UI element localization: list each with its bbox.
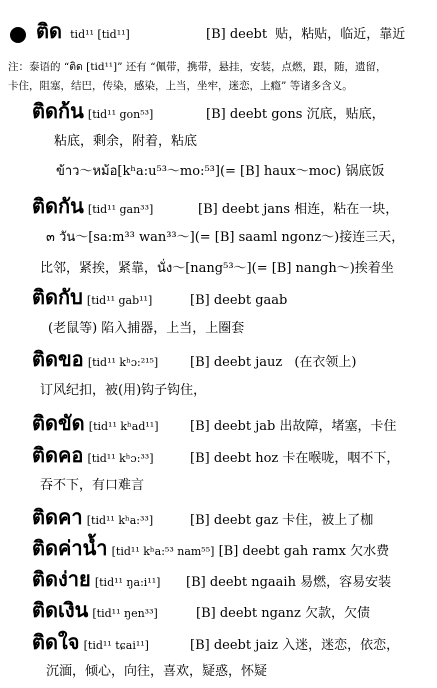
entry-2-cont: (老鼠等) 陷入捕器，上当，上圈套 [48, 321, 245, 336]
entry-thai: ติดเงิน [32, 598, 89, 622]
entry-1 [32, 194, 154, 219]
entry-b: [B] deebt gah ramx [218, 544, 346, 559]
entry-gloss: 易燃，容易安装 [300, 575, 392, 590]
entry-b: [B] deebt gaab [190, 293, 288, 308]
entry-10-def [190, 637, 399, 655]
entry-gloss: 沉底，贴底， [306, 107, 385, 122]
entry-gloss: 欠水费 [350, 544, 390, 559]
entry-1-def [198, 201, 398, 219]
entry-thai: ติดขอ [32, 347, 84, 371]
entry-5-cont: 吞不下，有口难言 [40, 478, 145, 493]
entry-thai: ติดกัน [32, 194, 84, 218]
entry-2 [32, 285, 153, 310]
entry-gloss: 卡住，被上了枷 [282, 513, 374, 528]
entry-b: [B] deebt gaz [190, 513, 279, 528]
entry-0-example: ข้าว～หม้อ[kʰa:u⁵³～mo:⁵³](= [B] haux～moc) 锅底饭 [56, 164, 385, 179]
entry-b: [B] deebt jauz [190, 355, 283, 370]
entry-9-def [196, 605, 370, 623]
entry-0-cont: 粘底，剩余，附着，粘底 [54, 134, 198, 149]
head-ipa: tid¹¹ [tid¹¹] [70, 28, 130, 41]
head-b: [B] deebt [206, 27, 268, 42]
entry-4 [32, 411, 159, 436]
entry-4-def [190, 418, 396, 436]
entry-0-def [206, 106, 385, 124]
entry-b: [B] deebt jab [190, 419, 276, 434]
entry-8-def [186, 574, 391, 592]
entry-0 [32, 99, 154, 124]
entry-2-def [190, 292, 287, 310]
entry-ipa: [tid¹¹ kʰɔ:²¹⁵] [87, 356, 159, 369]
entry-10-cont: 沉湎，倾心，向往，喜欢，疑惑，怀疑 [46, 664, 268, 679]
entry-ipa: [tid¹¹ gon⁵³] [87, 108, 154, 121]
entry-thai: ติดคา [32, 505, 83, 529]
note-line-1: 注：泰语的 “ติด [tid¹¹]” 还有 “佩带，携带，悬挂，安装，点燃，跟，随，遗留， [8, 61, 387, 73]
head-def [206, 26, 405, 44]
entry-1-example: 比邻，紧挨，紧靠，นั่ง～[nang⁵³～](= [B] nangh～)挨着坐 [40, 261, 394, 276]
entry-gloss: 入迷，迷恋，依恋， [282, 638, 400, 653]
entry-b: [B] deebt ngaaih [186, 575, 296, 590]
entry-5-def [190, 450, 399, 468]
entry-ipa: [tid¹¹ kʰa:⁵³ nam⁵⁵] [111, 545, 215, 558]
entry-3-def [190, 354, 357, 372]
bullet-icon [10, 27, 26, 43]
entry-thai: ติดง่าย [32, 567, 91, 591]
entry-6-def [190, 512, 373, 530]
head-thai: ติด [36, 19, 62, 43]
entry-9 [32, 598, 158, 623]
entry-thai: ติดค่าน้ำ [32, 536, 108, 560]
entry-3 [32, 347, 159, 372]
entry-ipa: [tid¹¹ gan³³] [87, 203, 154, 216]
entry-gloss: (在衣领上) [294, 355, 357, 370]
entry-ipa: [tid¹¹ tɕai¹¹] [83, 639, 149, 652]
entry-b: [B] deebt hoz [190, 451, 279, 466]
entry-ipa: [tid¹¹ kʰɔ:³³] [87, 452, 154, 465]
entry-ipa: [tid¹¹ kʰad¹¹] [88, 420, 159, 433]
head-entry [10, 19, 130, 44]
entry-8 [32, 567, 161, 592]
note-line-2: 卡住，阻塞，结巴，传染，感染，上当，坐牢，迷恋，上瘾” 等诸多含义。 [8, 80, 353, 92]
entry-b: [B] deebt jans [198, 202, 291, 217]
entry-ipa: [tid¹¹ ŋa:i¹¹] [94, 576, 161, 589]
entry-5 [32, 443, 154, 468]
entry-b: [B] deebt gons [206, 107, 303, 122]
entry-gloss: 相连，粘在一块， [294, 202, 399, 217]
entry-7 [32, 536, 390, 561]
entry-thai: ติดคอ [32, 443, 84, 467]
entry-ipa: [tid¹¹ ŋen³³] [92, 607, 158, 620]
entry-gloss: 卡在喉咙，咽不下， [282, 451, 400, 466]
entry-1-cont: ๓ วัน～[sa:m³³ wan³³～](= [B] saaml ngonz～)接连三天， [46, 230, 405, 245]
entry-thai: ติดก้น [32, 99, 84, 123]
entry-gloss: 出故障，堵塞，卡住 [279, 419, 397, 434]
entry-ipa: [tid¹¹ kʰa:³³] [86, 514, 154, 527]
entry-10 [32, 630, 149, 655]
entry-3-cont: 订风纪扣，被(用)钩子钩住， [40, 383, 207, 398]
entry-thai: ติดกับ [32, 285, 83, 309]
entry-6 [32, 505, 154, 530]
entry-b: [B] deebt jaiz [190, 638, 279, 653]
entry-thai: ติดใจ [32, 630, 80, 654]
entry-b: [B] deebt nganz [196, 606, 301, 621]
entry-thai: ติดขัด [32, 411, 85, 435]
entry-gloss: 欠款，欠债 [305, 606, 371, 621]
entry-ipa: [tid¹¹ gab¹¹] [86, 294, 153, 307]
head-gloss: 贴，粘贴，临近，靠近 [275, 27, 406, 42]
